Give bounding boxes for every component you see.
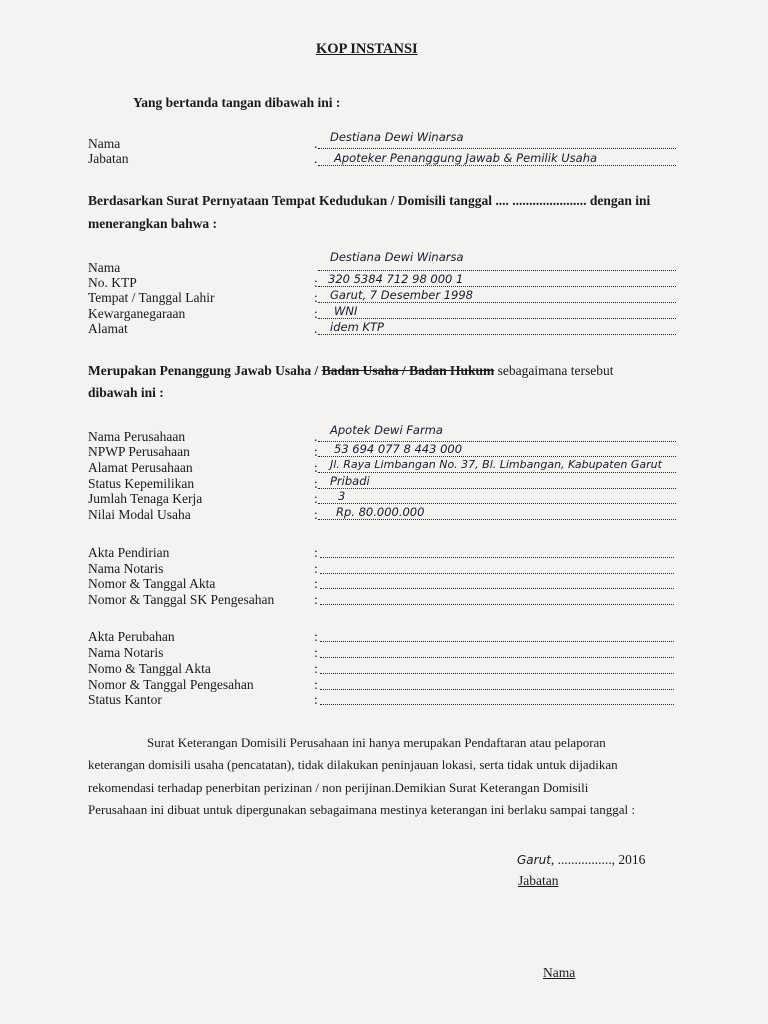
person-name-value: Destiana Dewi Winarsa [330, 250, 464, 264]
person-nationality-value: WNI [334, 304, 358, 318]
responsibility-part-1: Merupakan Penanggung Jawab Usaha / [88, 363, 319, 378]
company-address-label: Alamat Perusahaan [88, 460, 193, 475]
company-address-value: Jl. Raya Limbangan No. 37, Bl. Limbangan, Kabupaten Garut [330, 458, 662, 471]
colon: : [314, 491, 318, 506]
responsibility-part-2: sebagaimana tersebut [497, 363, 614, 378]
signature-position-label: Jabatan [518, 873, 559, 888]
amendment-approval-label: Nomor & Tanggal Pengesahan [88, 677, 254, 692]
colon: : [314, 507, 318, 522]
dotted-line [320, 604, 674, 605]
amendment-office-label: Status Kantor [88, 692, 162, 707]
colon: . [314, 321, 318, 336]
intro-text: Yang bertanda tangan dibawah ini : [133, 95, 341, 110]
company-name-label: Nama Perusahaan [88, 429, 186, 444]
responsibility-line-1 [88, 363, 680, 379]
signature-date-line: , ................, 2016 [550, 852, 646, 867]
colon: : [314, 476, 318, 491]
colon: : [314, 592, 318, 607]
dotted-line [318, 165, 676, 166]
dotted-line [318, 519, 676, 520]
dotted-line [320, 704, 674, 705]
closing-line-4: Perusahaan ini dibuat untuk dipergunakan sebagaimana mestinya keterangan ini berlaku sampai tanggal : [88, 802, 636, 817]
signature-place: Garut [517, 853, 551, 867]
company-capital-value: Rp. 80.000.000 [336, 505, 425, 519]
dotted-line [320, 641, 674, 642]
dotted-line [320, 557, 674, 558]
company-workforce-value: 3 [338, 489, 346, 503]
dotted-line [318, 503, 676, 504]
deed-establishment-label: Akta Pendirian [88, 545, 170, 560]
letterhead-title: KOP INSTANSI [316, 41, 418, 57]
person-name-label: Nama [88, 260, 121, 275]
dotted-line [318, 456, 676, 457]
dotted-line [318, 472, 676, 473]
amendment-notary-label: Nama Notaris [88, 645, 164, 660]
colon: . [314, 136, 318, 151]
colon: : [314, 545, 318, 560]
company-name-value: Apotek Dewi Farma [330, 423, 443, 437]
dotted-line [320, 657, 674, 658]
signer-name-value: Destiana Dewi Winarsa [330, 130, 464, 144]
signer-position-value: Apoteker Penanggung Jawab & Pemilik Usaha [334, 151, 598, 165]
dotted-line [318, 148, 676, 149]
dotted-line [318, 318, 676, 319]
amendment-deed-label: Akta Perubahan [88, 629, 175, 644]
colon: . [314, 429, 318, 444]
basis-line-1: Berdasarkan Surat Pernyataan Tempat Kedudukan / Domisili tanggal .... ...................... dengan ini [88, 193, 651, 208]
dotted-line [320, 689, 674, 690]
colon: : [314, 275, 318, 290]
closing-line-3: rekomendasi terhadap penerbitan perizinan / non perijinan.Demikian Surat Keterangan Domisili [88, 780, 589, 795]
signer-name-label: Nama [88, 136, 121, 151]
basis-line-2: menerangkan bahwa : [88, 216, 218, 231]
colon: : [314, 629, 318, 644]
person-birth-value: Garut, 7 Desember 1998 [330, 288, 473, 302]
dotted-line [318, 270, 676, 271]
deed-number-label: Nomor & Tanggal Akta [88, 576, 216, 591]
signature-place-date [517, 851, 645, 869]
person-address-value: idem KTP [330, 320, 384, 334]
closing-line-1: Surat Keterangan Domisili Perusahaan ini hanya merupakan Pendaftaran atau pelaporan [147, 735, 606, 750]
dotted-line [320, 588, 674, 589]
dotted-line [318, 334, 676, 335]
deed-sk-label: Nomor & Tanggal SK Pengesahan [88, 592, 275, 607]
responsibility-struck: Badan Usaha / Badan Hukum [321, 363, 495, 378]
company-npwp-label: NPWP Perusahaan [88, 444, 190, 459]
person-address-label: Alamat [88, 321, 128, 336]
responsibility-line-2: dibawah ini : [88, 385, 164, 400]
person-nationality-label: Kewarganegaraan [88, 306, 186, 321]
person-ktp-value: 320 5384 712 98 000 1 [328, 272, 464, 286]
dotted-line [318, 302, 676, 303]
signature-name-label: Nama [543, 965, 576, 980]
company-npwp-value: 53 694 077 8 443 000 [334, 442, 463, 456]
colon: : [314, 306, 318, 321]
colon: : [314, 661, 318, 676]
amendment-number-label: Nomo & Tanggal Akta [88, 661, 211, 676]
company-ownership-label: Status Kepemilikan [88, 476, 195, 491]
colon: : [314, 677, 318, 692]
dotted-line [320, 573, 674, 574]
colon: : [314, 460, 318, 475]
company-capital-label: Nilai Modal Usaha [88, 507, 191, 522]
colon: : [314, 444, 318, 459]
dotted-line [320, 673, 674, 674]
company-workforce-label: Jumlah Tenaga Kerja [88, 491, 203, 506]
colon: : [314, 290, 318, 305]
person-ktp-label: No. KTP [88, 275, 137, 290]
colon: . [314, 151, 318, 166]
dotted-line [318, 286, 676, 287]
colon: : [314, 561, 318, 576]
signer-position-label: Jabatan [88, 151, 129, 166]
deed-notary-label: Nama Notaris [88, 561, 164, 576]
colon: : [314, 645, 318, 660]
closing-line-2: keterangan domisili usaha (pencatatan), tidak dilakukan peninjauan lokasi, serta tidak untuk dijadikan [88, 757, 618, 772]
dotted-line [318, 488, 676, 489]
company-ownership-value: Pribadi [330, 474, 370, 488]
colon: : [314, 576, 318, 591]
colon: : [314, 692, 318, 707]
person-birth-label: Tempat / Tanggal Lahir [88, 290, 215, 305]
